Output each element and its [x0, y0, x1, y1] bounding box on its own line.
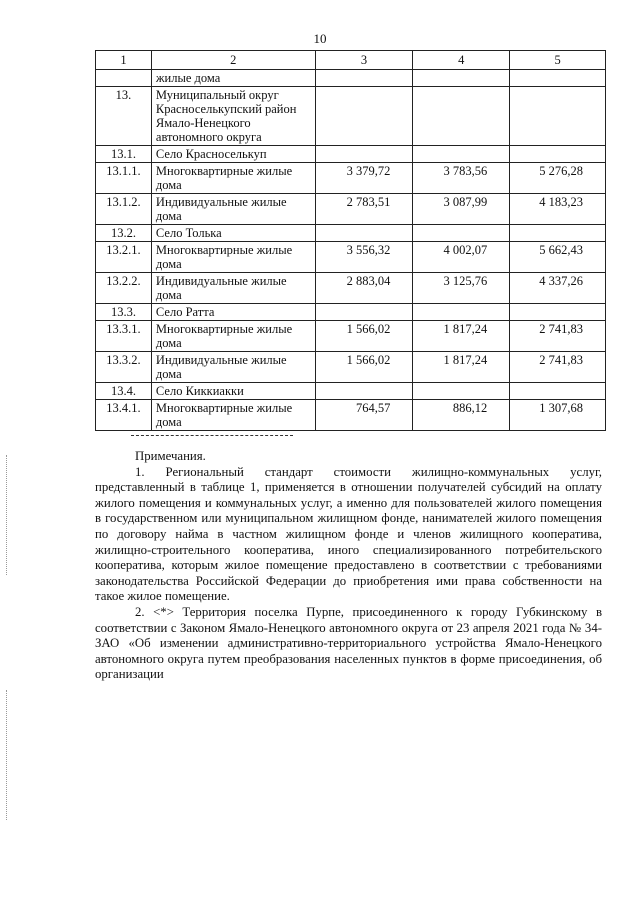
row-number-cell: 13.1.2.: [96, 194, 152, 225]
row-name-cell: Муниципальный округ Красноселькупский район Ямало-Ненецкого автономного округа: [151, 87, 315, 146]
row-number-cell: 13.4.1.: [96, 400, 152, 431]
row-number-cell: 13.: [96, 87, 152, 146]
value-cell: [315, 304, 413, 321]
table-row: [96, 352, 606, 383]
value-cell: 5 276,28: [510, 163, 606, 194]
value-cell: 764,57: [315, 400, 413, 431]
value-cell: [315, 70, 413, 87]
value-cell: [315, 225, 413, 242]
value-cell: 4 002,07: [413, 242, 510, 273]
value-cell: 3 087,99: [413, 194, 510, 225]
value-cell: 1 817,24: [413, 352, 510, 383]
column-header: 1: [96, 51, 152, 70]
row-number-cell: 13.1.: [96, 146, 152, 163]
value-cell: [413, 146, 510, 163]
value-cell: [315, 87, 413, 146]
row-name-cell: Село Ратта: [151, 304, 315, 321]
value-cell: [315, 383, 413, 400]
column-header: 5: [510, 51, 606, 70]
row-number-cell: 13.1.1.: [96, 163, 152, 194]
row-number-cell: 13.3.2.: [96, 352, 152, 383]
row-name-cell: жилые дома: [151, 70, 315, 87]
row-name-cell: Индивидуальные жилые дома: [151, 352, 315, 383]
value-cell: 2 741,83: [510, 352, 606, 383]
tariff-table: [95, 50, 606, 431]
value-cell: 1 566,02: [315, 352, 413, 383]
value-cell: [413, 225, 510, 242]
value-cell: 1 817,24: [413, 321, 510, 352]
column-header: 3: [315, 51, 413, 70]
table-row: [96, 400, 606, 431]
value-cell: 2 783,51: [315, 194, 413, 225]
value-cell: 5 662,43: [510, 242, 606, 273]
note-item: 2. <*> Территория поселка Пурпе, присоединенного к городу Губкинскому в соответствии с Законом Ямало-Ненецкого автономного округа от 23 апреля 2021 года № 34-ЗАО «Об изменении административно-территориального устройства Ямало-Ненецкого автономного округа путем преобразования населенных пунктов в форме присоединения, об организации: [95, 604, 602, 682]
value-cell: 886,12: [413, 400, 510, 431]
row-number-cell: 13.3.1.: [96, 321, 152, 352]
row-number-cell: 13.2.: [96, 225, 152, 242]
value-cell: [510, 87, 606, 146]
value-cell: [413, 304, 510, 321]
table-row: [96, 273, 606, 304]
value-cell: [510, 146, 606, 163]
table-row: [96, 225, 606, 242]
row-name-cell: Индивидуальные жилые дома: [151, 273, 315, 304]
value-cell: [315, 146, 413, 163]
value-cell: 2 741,83: [510, 321, 606, 352]
scan-margin-mark: [6, 690, 8, 820]
table-row: [96, 146, 606, 163]
row-name-cell: Индивидуальные жилые дома: [151, 194, 315, 225]
column-header: 2: [151, 51, 315, 70]
table-row: [96, 163, 606, 194]
row-number-cell: 13.2.2.: [96, 273, 152, 304]
column-header: 4: [413, 51, 510, 70]
row-name-cell: Многоквартирные жилые дома: [151, 242, 315, 273]
table-row: [96, 70, 606, 87]
row-name-cell: Село Толька: [151, 225, 315, 242]
notes-section: [95, 449, 602, 683]
row-number-cell: [96, 70, 152, 87]
value-cell: 4 183,23: [510, 194, 606, 225]
table-row: [96, 383, 606, 400]
value-cell: 1 307,68: [510, 400, 606, 431]
table-row: [96, 194, 606, 225]
scan-margin-mark: [6, 455, 8, 575]
table-row: [96, 87, 606, 146]
value-cell: [413, 70, 510, 87]
row-name-cell: Многоквартирные жилые дома: [151, 163, 315, 194]
value-cell: [510, 225, 606, 242]
table-header-row: [96, 51, 606, 70]
row-number-cell: 13.4.: [96, 383, 152, 400]
value-cell: 2 883,04: [315, 273, 413, 304]
page-number: 10: [313, 31, 327, 46]
value-cell: [510, 383, 606, 400]
row-name-cell: Село Красноселькуп: [151, 146, 315, 163]
value-cell: 4 337,26: [510, 273, 606, 304]
row-name-cell: Многоквартирные жилые дома: [151, 321, 315, 352]
row-number-cell: 13.3.: [96, 304, 152, 321]
value-cell: 3 556,32: [315, 242, 413, 273]
value-cell: [510, 70, 606, 87]
table-row: [96, 321, 606, 352]
footnote-separator: [131, 435, 293, 436]
notes-title: Примечания.: [135, 449, 206, 463]
value-cell: [510, 304, 606, 321]
value-cell: 1 566,02: [315, 321, 413, 352]
table-row: [96, 304, 606, 321]
value-cell: 3 125,76: [413, 273, 510, 304]
row-name-cell: Село Киккиакки: [151, 383, 315, 400]
row-name-cell: Многоквартирные жилые дома: [151, 400, 315, 431]
value-cell: [413, 87, 510, 146]
table-row: [96, 242, 606, 273]
value-cell: 3 783,56: [413, 163, 510, 194]
value-cell: 3 379,72: [315, 163, 413, 194]
value-cell: [413, 383, 510, 400]
note-item: 1. Региональный стандарт стоимости жилищно-коммунальных услуг, представленный в таблице 1, применяется в отношении получателей субсидий на оплату жилого помещения и коммунальных услуг, а именно для пользователей жилого помещения в государственном или муниципальном жилищном фонде, нанимателей жилого помещения по договору найма в частном жилищном фонде и членов жилищного кооператива, жилищно-строительного кооператива, иного специализированного потребительского кооператива, которым жилое помещение предоставлено в соответствии с требованиями законодательства Российской Федерации до приобретения ими права собственности на такое жилое помещение.: [95, 464, 602, 604]
row-number-cell: 13.2.1.: [96, 242, 152, 273]
